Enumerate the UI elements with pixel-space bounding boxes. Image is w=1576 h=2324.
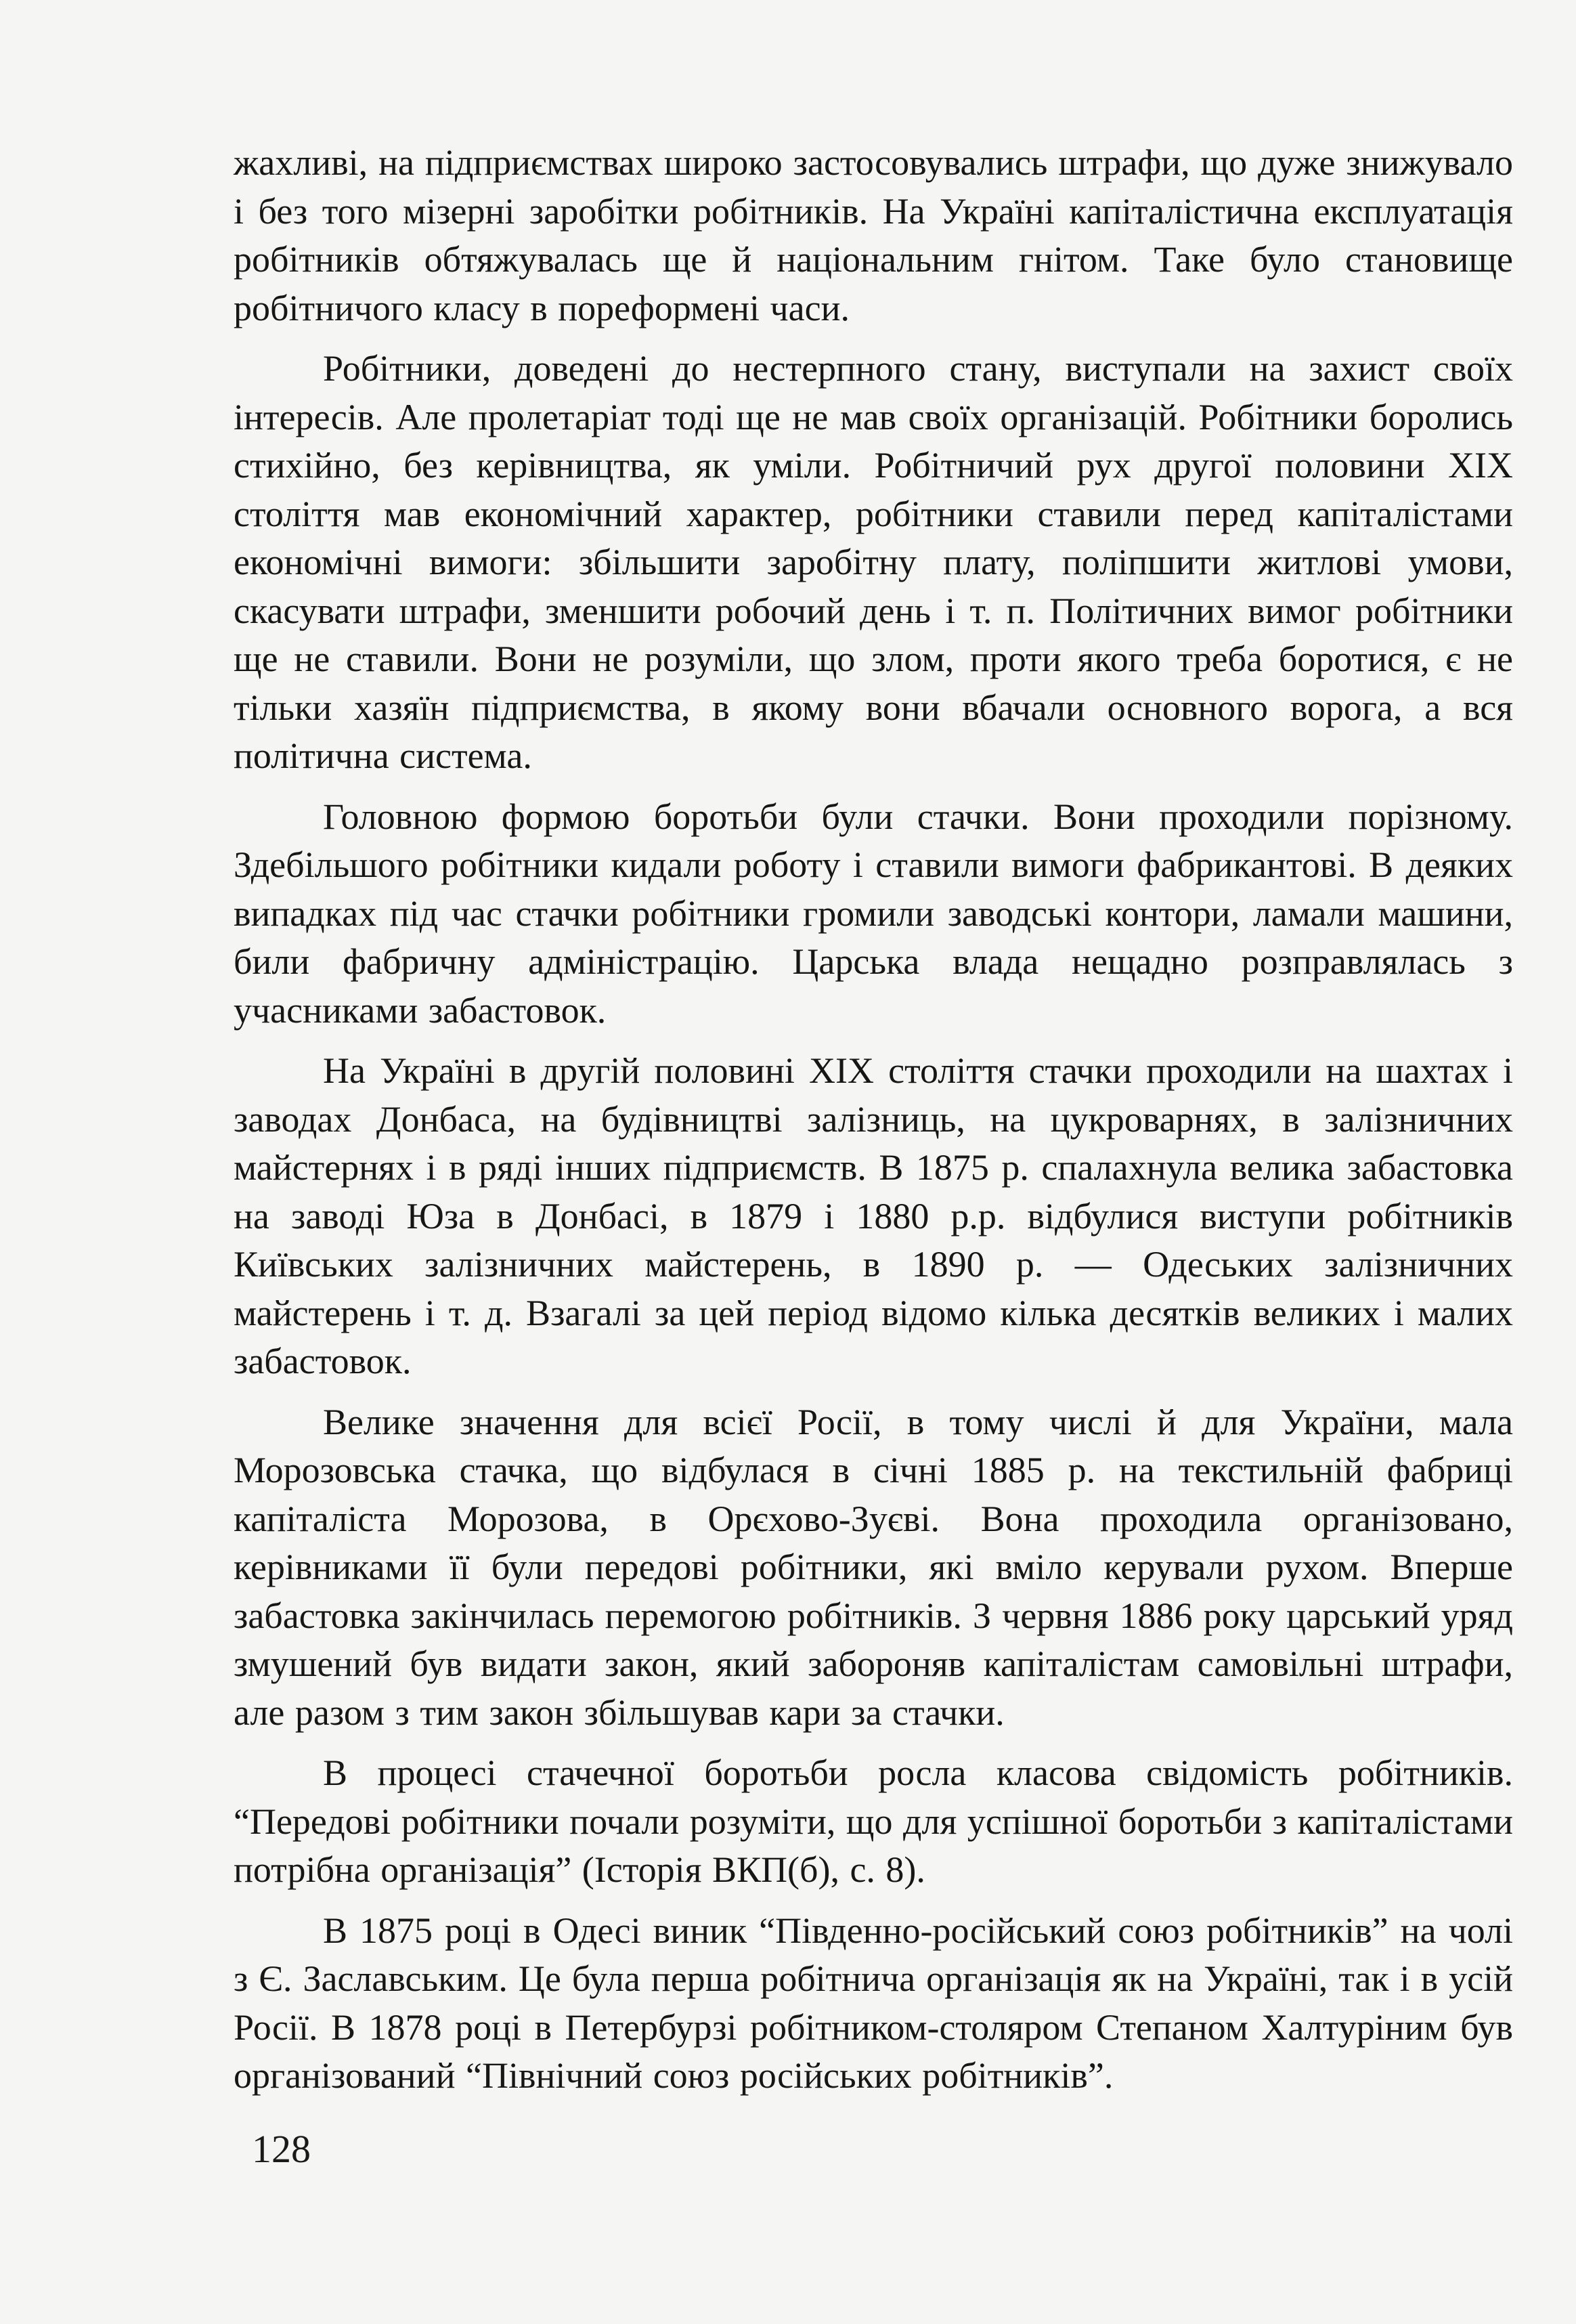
paragraph-6: В процесі стачечної боротьби росла класова свідомість робітників. “Передові робітники почали розуміти, що для успішної боротьби з капіталістами потрібна організація” (Історія ВКП(б), с. 8). — [234, 1752, 1513, 1890]
paragraph-2: Робітники, доведені до нестерпного стану, виступали на захист своїх інтересів. Але пролетаріат тоді ще не мав своїх організацій. Робітники боролись стихійно, без керівництва, як уміли. Робітничий рух другої половини XIX століття мав економічний характер, робітники ставили перед капіталістами економічні вимоги: збільшити заробітну плату, поліпшити житлові умови, скасувати штрафи, зменшити робочий день і т. п. Політичних вимог робітники ще не ставили. Вони не розуміли, що злом, проти якого треба боротися, є не тільки хазяїн підприємства, в якому вони вбачали основного ворога, а вся політична система. — [234, 348, 1513, 776]
paragraph-5: Велике значення для всієї Росії, в тому числі й для України, мала Морозовська стачка, що відбулася в січні 1885 р. на текстильній фабриці капіталіста Морозова, в Орєхово-Зуєві. Вона проходила організовано, керівниками її були передові робітники, які вміло керували рухом. Вперше забастовка закінчилась перемогою робітників. З червня 1886 року царський уряд змушений був видати закон, який забороняв капіталістам самовільні штрафи, але разом з тим закон збільшував кари за стачки. — [234, 1401, 1513, 1733]
page-body-text — [234, 139, 1513, 2113]
page-number: 128 — [252, 2127, 311, 2171]
paragraph-3: Головною формою боротьби були стачки. Вони проходили порізному. Здебільшого робітники кидали роботу і ставили вимоги фабрикантові. В деяких випадках під час стачки робітники громили заводські контори, ламали машини, били фабричну адміністрацію. Царська влада нещадно розправлялась з учасниками забастовок. — [234, 796, 1513, 1031]
paragraph-7: В 1875 році в Одесі виник “Південно-російський союз робітників” на чолі з Є. Заславським. Це була перша робітнича організація як на Україні, так і в усій Росії. В 1878 році в Петербурзі робітником-столяром Степаном Халтуріним був організований “Північний союз російських робітників”. — [234, 1910, 1513, 2096]
paragraph-1: жахливі, на підприємствах широко застосовувались штрафи, що дуже знижувало і без того мізерні заробітки робітників. На Україні капіталістична експлуатація робітників обтяжувалась ще й національним гнітом. Таке було становище робітничого класу в пореформені часи. — [234, 142, 1513, 328]
paragraph-4: На Україні в другій половині XIX століття стачки проходили на шахтах і заводах Донбаса, на будівництві залізниць, на цукроварнях, в залізничних майстернях і в ряді інших підприємств. В 1875 р. спалахнула велика забастовка на заводі Юза в Донбасі, в 1879 і 1880 р.р. відбулися виступи робітників Київських залізничних майстерень, в 1890 р. — Одеських залізничних майстерень і т. д. Взагалі за цей період відомо кілька десятків великих і малих забастовок. — [234, 1050, 1513, 1381]
